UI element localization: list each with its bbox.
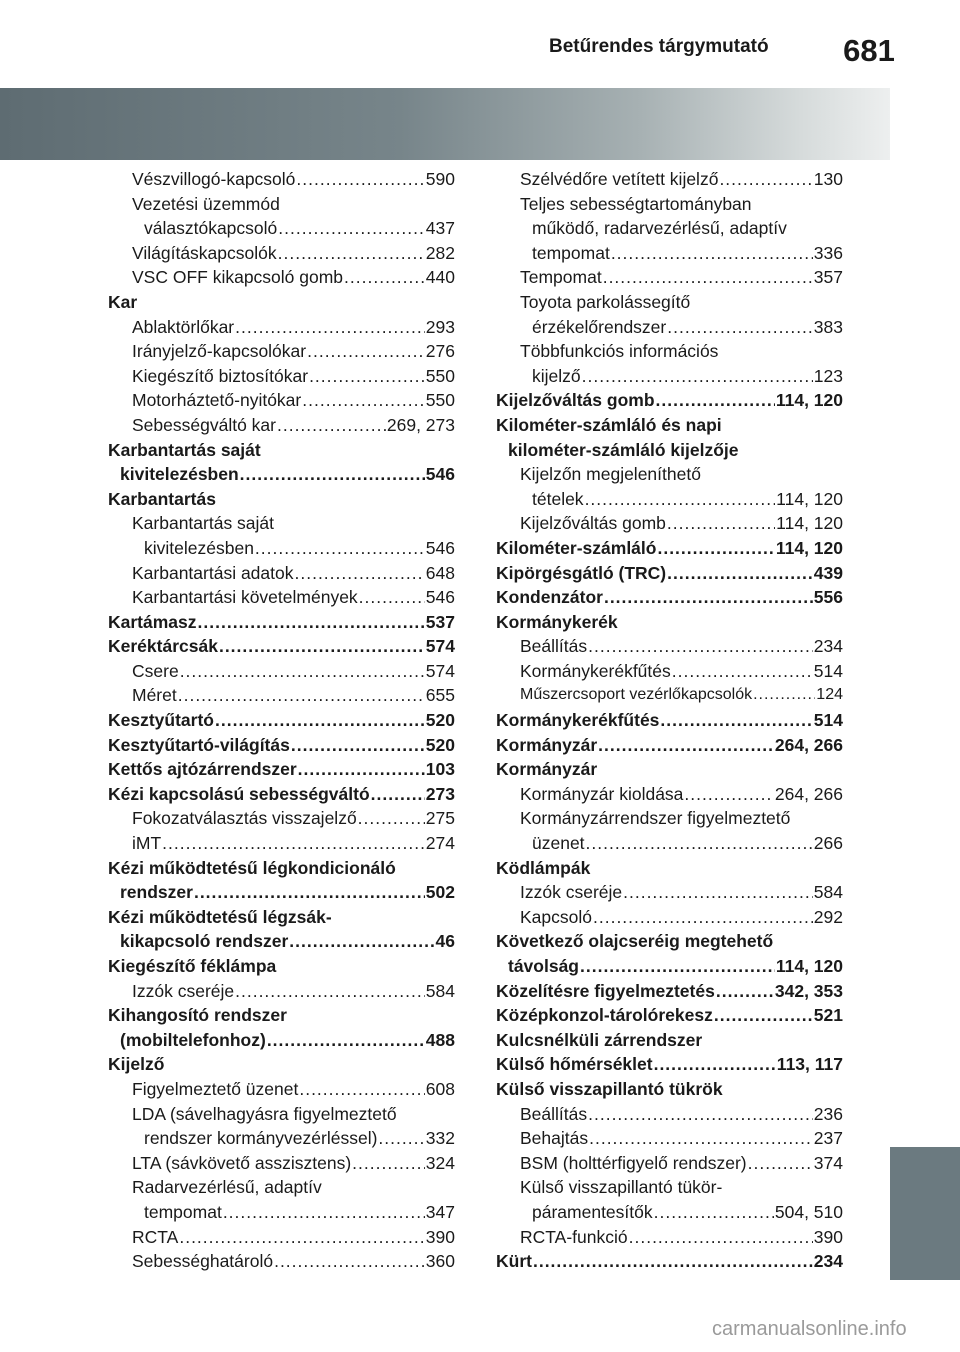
entry-text: VSC OFF kikapcsoló gomb <box>132 267 344 288</box>
entry-text: Kiegészítő biztosítókar <box>132 365 309 386</box>
entry-text: Izzók cseréje <box>520 882 623 903</box>
entry-text: Kormányzár kioldása <box>520 783 684 804</box>
index-entry <box>108 241 455 266</box>
entry-text: tempomat <box>144 1201 222 1222</box>
entry-text: kivitelezésben <box>120 464 239 485</box>
entry-pages: 374 <box>813 1152 843 1173</box>
entry-text: Kondenzátor <box>496 587 603 608</box>
index-entry <box>496 265 843 290</box>
index-heading <box>496 733 843 758</box>
entry-text: Műszercsoport vezérlőkapcsolók <box>520 686 753 704</box>
index-entry <box>496 1151 843 1176</box>
entry-text: BSM (holttérfigyelő rendszer) <box>520 1152 747 1173</box>
entry-text: Csere <box>132 660 179 681</box>
entry-text: Világításkapcsolók <box>132 242 277 263</box>
index-entry <box>108 364 455 389</box>
index-heading <box>108 610 455 635</box>
entry-pages: 648 <box>425 562 455 583</box>
index-entry <box>108 1151 455 1176</box>
index-heading <box>496 561 843 586</box>
index-entry <box>108 1249 455 1274</box>
entry-text: Kiegészítő féklámpa <box>108 956 277 976</box>
index-heading <box>108 634 455 659</box>
entry-pages: 584 <box>425 980 455 1001</box>
index-entry <box>496 315 843 340</box>
entry-text: Karbantartás saját <box>132 513 275 534</box>
entry-pages: 292 <box>813 906 843 927</box>
entry-text: tempomat <box>532 242 610 263</box>
entry-pages: 273 <box>425 783 455 804</box>
index-entry <box>108 561 455 586</box>
index-heading <box>108 438 455 463</box>
index-entry <box>496 659 843 684</box>
entry-text: Középkonzol-tárolórekesz <box>496 1005 713 1026</box>
entry-pages: 439 <box>813 562 843 583</box>
entry-text: működő, radarvezérlésű, adaptív <box>532 218 787 239</box>
index-entry <box>496 782 843 807</box>
entry-pages: 655 <box>425 685 455 706</box>
entry-text: Külső visszapillantó tükrök <box>496 1078 723 1099</box>
index-heading <box>108 487 455 512</box>
entry-pages: 584 <box>813 882 843 903</box>
entry-text: Kapcsoló <box>520 906 592 927</box>
entry-pages: 114, 120 <box>775 390 843 411</box>
index-heading <box>496 1003 843 1028</box>
entry-text: Kesztyűtartó-világítás <box>108 734 290 755</box>
index-heading <box>108 782 455 807</box>
index-heading <box>108 954 455 979</box>
entry-pages: 550 <box>425 365 455 386</box>
index-entry <box>108 511 455 536</box>
index-entry <box>108 1200 455 1225</box>
index-heading <box>496 757 843 782</box>
watermark: carmanualsonline.info <box>712 1318 907 1340</box>
entry-text: Kézi kapcsolású sebességváltó <box>108 783 370 804</box>
entry-text: Méret <box>132 685 177 706</box>
entry-text: LTA (sávkövető asszisztens) <box>132 1152 352 1173</box>
entry-text: Kézi működtetésű légzsák- <box>108 906 332 927</box>
index-heading <box>108 1003 455 1028</box>
index-entry <box>496 216 843 241</box>
entry-text: Toyota parkolássegítő <box>520 291 691 312</box>
index-entry <box>496 192 843 217</box>
index-heading <box>496 1249 843 1274</box>
entry-text: Keréktárcsák <box>108 636 218 657</box>
entry-text: Kormánykerékfűtés <box>496 710 660 731</box>
entry-text: rendszer kormányvezérléssel) <box>144 1128 378 1149</box>
entry-pages: 537 <box>425 611 455 632</box>
entry-pages: 264, 266 <box>774 783 843 804</box>
entry-text: RCTA-funkció <box>520 1226 628 1247</box>
index-entry <box>108 192 455 217</box>
entry-text: rendszer <box>120 882 193 903</box>
index-heading <box>496 585 843 610</box>
entry-pages: 514 <box>813 710 843 731</box>
entry-text: távolság <box>508 956 579 976</box>
entry-pages: 336 <box>813 242 843 263</box>
index-entry <box>108 1102 455 1127</box>
entry-text: érzékelőrendszer <box>532 316 667 337</box>
entry-pages: 574 <box>425 636 455 657</box>
entry-text: üzenet <box>532 833 585 854</box>
entry-pages: 275 <box>425 808 455 829</box>
index-heading <box>108 856 455 881</box>
index-entry <box>108 979 455 1004</box>
index-entry <box>108 413 455 438</box>
entry-text: Teljes sebességtartományban <box>520 193 752 214</box>
entry-pages: 124 <box>816 686 843 704</box>
index-heading <box>108 757 455 782</box>
entry-pages: 282 <box>425 242 455 263</box>
entry-pages: 236 <box>813 1103 843 1124</box>
entry-text: tételek <box>532 488 584 509</box>
entry-text: Sebességváltó kar <box>132 414 276 435</box>
entry-text: Motorháztető-nyitókar <box>132 390 302 411</box>
entry-text: választókapcsoló <box>144 218 278 239</box>
index-heading <box>496 954 843 979</box>
entry-pages: 347 <box>425 1201 455 1222</box>
index-entry <box>108 1126 455 1151</box>
entry-text: Izzók cseréje <box>132 980 235 1001</box>
entry-pages: 556 <box>813 587 843 608</box>
page-number: 681 <box>843 33 895 68</box>
index-entry <box>496 880 843 905</box>
entry-pages: 546 <box>425 587 455 608</box>
index-heading <box>496 536 843 561</box>
entry-text: Kesztyűtartó <box>108 710 214 731</box>
entry-pages: 440 <box>425 267 455 288</box>
index-entry <box>496 241 843 266</box>
entry-pages: 342, 353 <box>774 980 843 1001</box>
entry-pages: 520 <box>425 710 455 731</box>
index-entry <box>108 536 455 561</box>
entry-pages: 514 <box>813 660 843 681</box>
index-entry <box>496 339 843 364</box>
index-heading <box>496 708 843 733</box>
entry-pages: 590 <box>425 169 455 189</box>
index-entry <box>108 659 455 684</box>
entry-pages: 237 <box>813 1128 843 1149</box>
entry-text: Karbantartási követelmények <box>132 587 358 608</box>
entry-text: Kilométer-számláló <box>496 537 657 558</box>
index-entry <box>108 831 455 856</box>
index-entry <box>108 806 455 831</box>
entry-text: Kipörgésgátló (TRC) <box>496 562 667 583</box>
section-title: Betűrendes tárgymutató <box>549 36 769 57</box>
entry-text: Kormánykerék <box>496 611 618 632</box>
index-entry <box>496 462 843 487</box>
index-entry <box>108 1225 455 1250</box>
entry-pages: 504, 510 <box>774 1201 843 1222</box>
entry-pages: 357 <box>813 267 843 288</box>
index-entry <box>496 1102 843 1127</box>
index-heading <box>496 1077 843 1102</box>
entry-pages: 123 <box>813 365 843 386</box>
entry-text: Fokozatválasztás visszajelző <box>132 808 357 829</box>
entry-text: Külső hőmérséklet <box>496 1054 653 1075</box>
index-entry <box>108 585 455 610</box>
index-entry <box>108 339 455 364</box>
entry-text: kijelző <box>532 365 581 386</box>
entry-text: Külső visszapillantó tükör- <box>520 1177 723 1198</box>
entry-pages: 521 <box>813 1005 843 1026</box>
index-heading <box>108 1052 455 1077</box>
entry-pages: 546 <box>425 464 455 485</box>
entry-text: Beállítás <box>520 636 588 657</box>
entry-pages: 383 <box>813 316 843 337</box>
entry-text: Kormánykerékfűtés <box>520 660 671 681</box>
entry-pages: 546 <box>425 537 455 558</box>
index-entry <box>108 315 455 340</box>
entry-text: kikapcsoló rendszer <box>120 931 289 952</box>
entry-pages: 324 <box>425 1152 455 1173</box>
entry-pages: 550 <box>425 390 455 411</box>
entry-pages: 293 <box>425 316 455 337</box>
index-column-left <box>108 167 455 1274</box>
index-heading <box>496 1028 843 1053</box>
index-heading <box>108 290 455 315</box>
entry-text: páramentesítők <box>532 1201 653 1222</box>
index-heading <box>496 413 843 438</box>
entry-text: Figyelmeztető üzenet <box>132 1078 299 1099</box>
index-column-right <box>496 167 843 1274</box>
entry-pages: 114, 120 <box>775 537 843 558</box>
index-heading <box>496 438 843 463</box>
entry-pages: 574 <box>425 660 455 681</box>
entry-text: kilométer-számláló kijelzője <box>508 439 739 460</box>
entry-pages: 390 <box>813 1226 843 1247</box>
chapter-side-tab <box>890 1147 960 1280</box>
entry-text: Karbantartás <box>108 488 216 509</box>
index-entry <box>496 831 843 856</box>
entry-text: Kettős ajtózárrendszer <box>108 759 297 780</box>
index-entry <box>108 1175 455 1200</box>
entry-text: Vezetési üzemmód <box>132 193 280 214</box>
entry-text: Ködlámpák <box>496 857 591 878</box>
entry-pages: 114, 120 <box>776 488 843 509</box>
index-entry <box>496 905 843 930</box>
entry-text: Kijelzőváltás gomb <box>496 390 655 411</box>
entry-pages: 488 <box>425 1029 455 1050</box>
index-heading <box>108 929 455 954</box>
entry-text: Kijelző <box>108 1054 165 1075</box>
entry-pages: 276 <box>425 341 455 362</box>
entry-pages: 234 <box>813 1251 843 1272</box>
header-gradient-band <box>0 88 890 160</box>
entry-text: Karbantartás saját <box>108 439 261 460</box>
index-entry <box>496 683 843 708</box>
entry-pages: 113, 117 <box>776 1054 843 1075</box>
index-heading <box>108 880 455 905</box>
index-heading <box>496 979 843 1004</box>
index-entry <box>496 290 843 315</box>
index-entry <box>496 364 843 389</box>
entry-text: Beállítás <box>520 1103 588 1124</box>
entry-pages: 437 <box>425 218 455 239</box>
entry-text: Kijelzőn megjeleníthető <box>520 464 701 485</box>
index-heading <box>108 1028 455 1053</box>
entry-text: Kijelzőváltás gomb <box>520 513 666 534</box>
entry-text: Irányjelző-kapcsolókar <box>132 341 307 362</box>
entry-text: Ablaktörlőkar <box>132 316 235 337</box>
entry-text: Következő olajcseréig megtehető <box>496 931 774 952</box>
index-heading <box>108 905 455 930</box>
entry-text: Kürt <box>496 1251 532 1272</box>
index-entry <box>108 216 455 241</box>
index-heading <box>108 462 455 487</box>
index-entry <box>496 1225 843 1250</box>
index-entry <box>496 1200 843 1225</box>
entry-text: Behajtás <box>520 1128 589 1149</box>
entry-pages: 269, 273 <box>386 414 455 435</box>
index-entry <box>496 1175 843 1200</box>
entry-text: Sebességhatároló <box>132 1251 274 1272</box>
entry-text: Kézi működtetésű légkondicionáló <box>108 857 396 878</box>
entry-text: Szélvédőre vetített kijelző <box>520 169 719 189</box>
entry-text: Tempomat <box>520 267 602 288</box>
entry-text: Kormányzár <box>496 759 598 780</box>
entry-text: RCTA <box>132 1226 179 1247</box>
page-header <box>0 0 960 76</box>
index-heading <box>108 733 455 758</box>
index-entry <box>108 1077 455 1102</box>
index-entry <box>108 167 455 192</box>
index-heading <box>496 388 843 413</box>
entry-pages: 264, 266 <box>774 734 843 755</box>
entry-text: Kulcsnélküli zárrendszer <box>496 1029 703 1050</box>
entry-text: iMT <box>132 833 162 854</box>
index-entry <box>496 487 843 512</box>
entry-pages: 520 <box>425 734 455 755</box>
entry-pages: 502 <box>425 882 455 903</box>
entry-text: Vészvillogó-kapcsoló <box>132 169 296 189</box>
index-heading <box>496 1052 843 1077</box>
entry-text: Kilométer-számláló és napi <box>496 414 722 435</box>
entry-text: Többfunkciós információs <box>520 341 719 362</box>
entry-pages: 266 <box>813 833 843 854</box>
entry-pages: 114, 120 <box>776 513 843 534</box>
entry-pages: 274 <box>425 833 455 854</box>
entry-text: Kihangosító rendszer <box>108 1005 287 1026</box>
index-entry <box>108 683 455 708</box>
index-heading <box>496 610 843 635</box>
entry-text: LDA (sávelhagyásra figyelmeztető <box>132 1103 397 1124</box>
entry-pages: 114, 120 <box>775 956 843 976</box>
index-entry <box>496 511 843 536</box>
entry-pages: 103 <box>425 759 455 780</box>
entry-pages: 608 <box>425 1078 455 1099</box>
entry-text: Kormányzárrendszer figyelmeztető <box>520 808 791 829</box>
entry-text: (mobiltelefonhoz) <box>120 1029 266 1050</box>
entry-text: kivitelezésben <box>144 537 254 558</box>
index-entry <box>496 634 843 659</box>
entry-pages: 234 <box>813 636 843 657</box>
entry-text: Radarvezérlésű, adaptív <box>132 1177 322 1198</box>
index-entry <box>108 388 455 413</box>
entry-pages: 332 <box>425 1128 455 1149</box>
entry-text: Kormányzár <box>496 734 598 755</box>
index-entry <box>108 265 455 290</box>
index-entry <box>496 806 843 831</box>
entry-pages: 360 <box>425 1251 455 1272</box>
entry-text: Közelítésre figyelmeztetés <box>496 980 715 1001</box>
entry-pages: 130 <box>813 169 843 189</box>
entry-text: Kar <box>108 291 138 312</box>
entry-text: Karbantartási adatok <box>132 562 294 583</box>
entry-pages: 390 <box>425 1226 455 1247</box>
index-entry <box>496 167 843 192</box>
entry-text: Kartámasz <box>108 611 197 632</box>
index-heading <box>108 708 455 733</box>
index-heading <box>496 856 843 881</box>
index-heading <box>496 929 843 954</box>
index-entry <box>496 1126 843 1151</box>
entry-pages: 46 <box>435 931 455 952</box>
